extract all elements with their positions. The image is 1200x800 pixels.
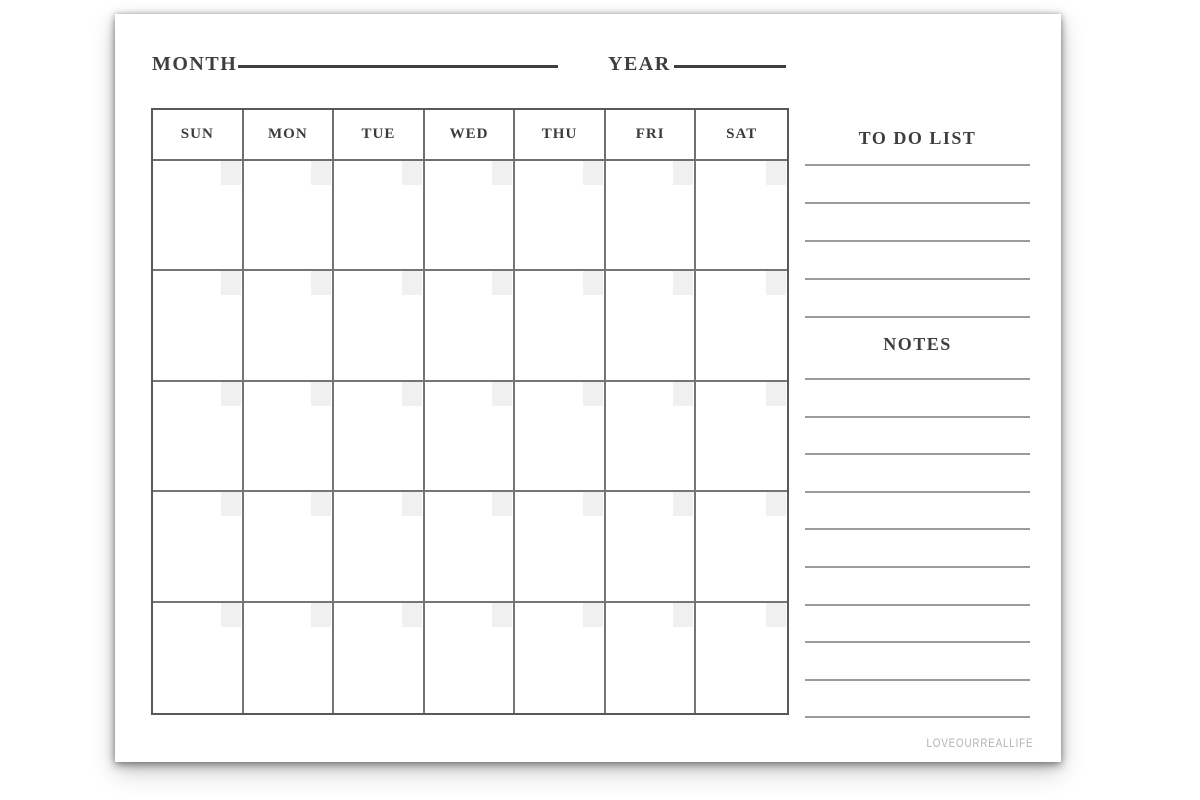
notes-heading: NOTES xyxy=(883,334,952,354)
day-header-mon: MON xyxy=(244,110,335,161)
calendar-day-cell xyxy=(515,271,606,381)
day-number-box xyxy=(673,271,693,295)
day-number-box xyxy=(673,382,693,406)
notes-line xyxy=(805,378,1030,380)
notes-line xyxy=(805,453,1030,455)
day-number-box xyxy=(492,492,512,516)
calendar-day-cell xyxy=(606,603,697,713)
calendar-day-cell xyxy=(153,271,244,381)
day-number-box xyxy=(673,603,693,627)
calendar-day-cell xyxy=(334,603,425,713)
day-number-box xyxy=(583,161,603,185)
day-header-tue: TUE xyxy=(334,110,425,161)
day-header-sat: SAT xyxy=(696,110,787,161)
day-number-box xyxy=(673,161,693,185)
year-label: YEAR xyxy=(608,53,671,75)
calendar-day-cell xyxy=(696,492,787,602)
day-number-box xyxy=(766,382,786,406)
calendar-day-cell xyxy=(425,603,516,713)
calendar-day-cell xyxy=(425,382,516,492)
calendar-day-cell xyxy=(606,271,697,381)
day-number-box xyxy=(311,603,331,627)
calendar-day-cell xyxy=(153,382,244,492)
day-number-box xyxy=(402,271,422,295)
day-number-box xyxy=(402,382,422,406)
calendar-day-cell xyxy=(244,271,335,381)
calendar-day-cell xyxy=(153,492,244,602)
day-number-box xyxy=(766,492,786,516)
month-fill-line xyxy=(238,65,558,68)
day-number-box xyxy=(311,161,331,185)
calendar-day-cell xyxy=(515,382,606,492)
day-number-box xyxy=(311,492,331,516)
day-number-box xyxy=(492,382,512,406)
calendar-day-cell xyxy=(334,382,425,492)
printable-calendar-sheet xyxy=(115,14,1061,762)
day-header-wed: WED xyxy=(425,110,516,161)
day-number-box xyxy=(583,271,603,295)
calendar-day-cell xyxy=(515,492,606,602)
calendar-day-cell xyxy=(606,382,697,492)
calendar-day-cell xyxy=(515,603,606,713)
day-number-box xyxy=(402,603,422,627)
day-number-box xyxy=(583,603,603,627)
day-number-box xyxy=(311,271,331,295)
todo-line xyxy=(805,164,1030,166)
calendar-day-cell xyxy=(425,161,516,271)
calendar-day-cell xyxy=(334,492,425,602)
notes-line xyxy=(805,716,1030,718)
day-header-sun: SUN xyxy=(153,110,244,161)
calendar-grid xyxy=(151,108,789,715)
day-number-box xyxy=(766,271,786,295)
day-number-box xyxy=(221,382,241,406)
day-number-box xyxy=(492,271,512,295)
calendar-day-cell xyxy=(153,603,244,713)
day-number-box xyxy=(583,492,603,516)
calendar-day-cell xyxy=(515,161,606,271)
notes-line xyxy=(805,641,1030,643)
calendar-day-cell xyxy=(425,492,516,602)
calendar-day-cell xyxy=(244,161,335,271)
calendar-day-cell xyxy=(696,382,787,492)
day-number-box xyxy=(402,492,422,516)
day-number-box xyxy=(402,161,422,185)
notes-line xyxy=(805,416,1030,418)
calendar-day-cell xyxy=(425,271,516,381)
calendar-day-cell xyxy=(696,271,787,381)
day-number-box xyxy=(492,161,512,185)
month-label: MONTH xyxy=(152,53,238,75)
day-number-box xyxy=(221,271,241,295)
calendar-day-cell xyxy=(696,161,787,271)
calendar-day-cell xyxy=(244,603,335,713)
day-number-box xyxy=(221,492,241,516)
sidebar xyxy=(805,14,1030,762)
notes-line xyxy=(805,566,1030,568)
todo-line xyxy=(805,316,1030,318)
calendar-day-cell xyxy=(696,603,787,713)
todo-line xyxy=(805,278,1030,280)
day-number-box xyxy=(221,161,241,185)
calendar-day-cell xyxy=(334,271,425,381)
day-number-box xyxy=(673,492,693,516)
year-fill-line xyxy=(674,65,786,68)
calendar-day-cell xyxy=(606,492,697,602)
day-number-box xyxy=(766,603,786,627)
notes-line xyxy=(805,491,1030,493)
todo-line xyxy=(805,240,1030,242)
day-number-box xyxy=(492,603,512,627)
day-number-box xyxy=(766,161,786,185)
calendar-day-cell xyxy=(606,161,697,271)
day-number-box xyxy=(221,603,241,627)
watermark-text: LOVEOURREALLIFE xyxy=(926,736,1033,750)
day-header-thu: THU xyxy=(515,110,606,161)
day-number-box xyxy=(311,382,331,406)
calendar-day-cell xyxy=(153,161,244,271)
day-header-fri: FRI xyxy=(606,110,697,161)
notes-line xyxy=(805,528,1030,530)
calendar-day-cell xyxy=(244,382,335,492)
notes-line xyxy=(805,604,1030,606)
notes-line xyxy=(805,679,1030,681)
calendar-day-cell xyxy=(334,161,425,271)
calendar-day-cell xyxy=(244,492,335,602)
todo-line xyxy=(805,202,1030,204)
day-number-box xyxy=(583,382,603,406)
todo-list-heading: TO DO LIST xyxy=(858,128,977,148)
